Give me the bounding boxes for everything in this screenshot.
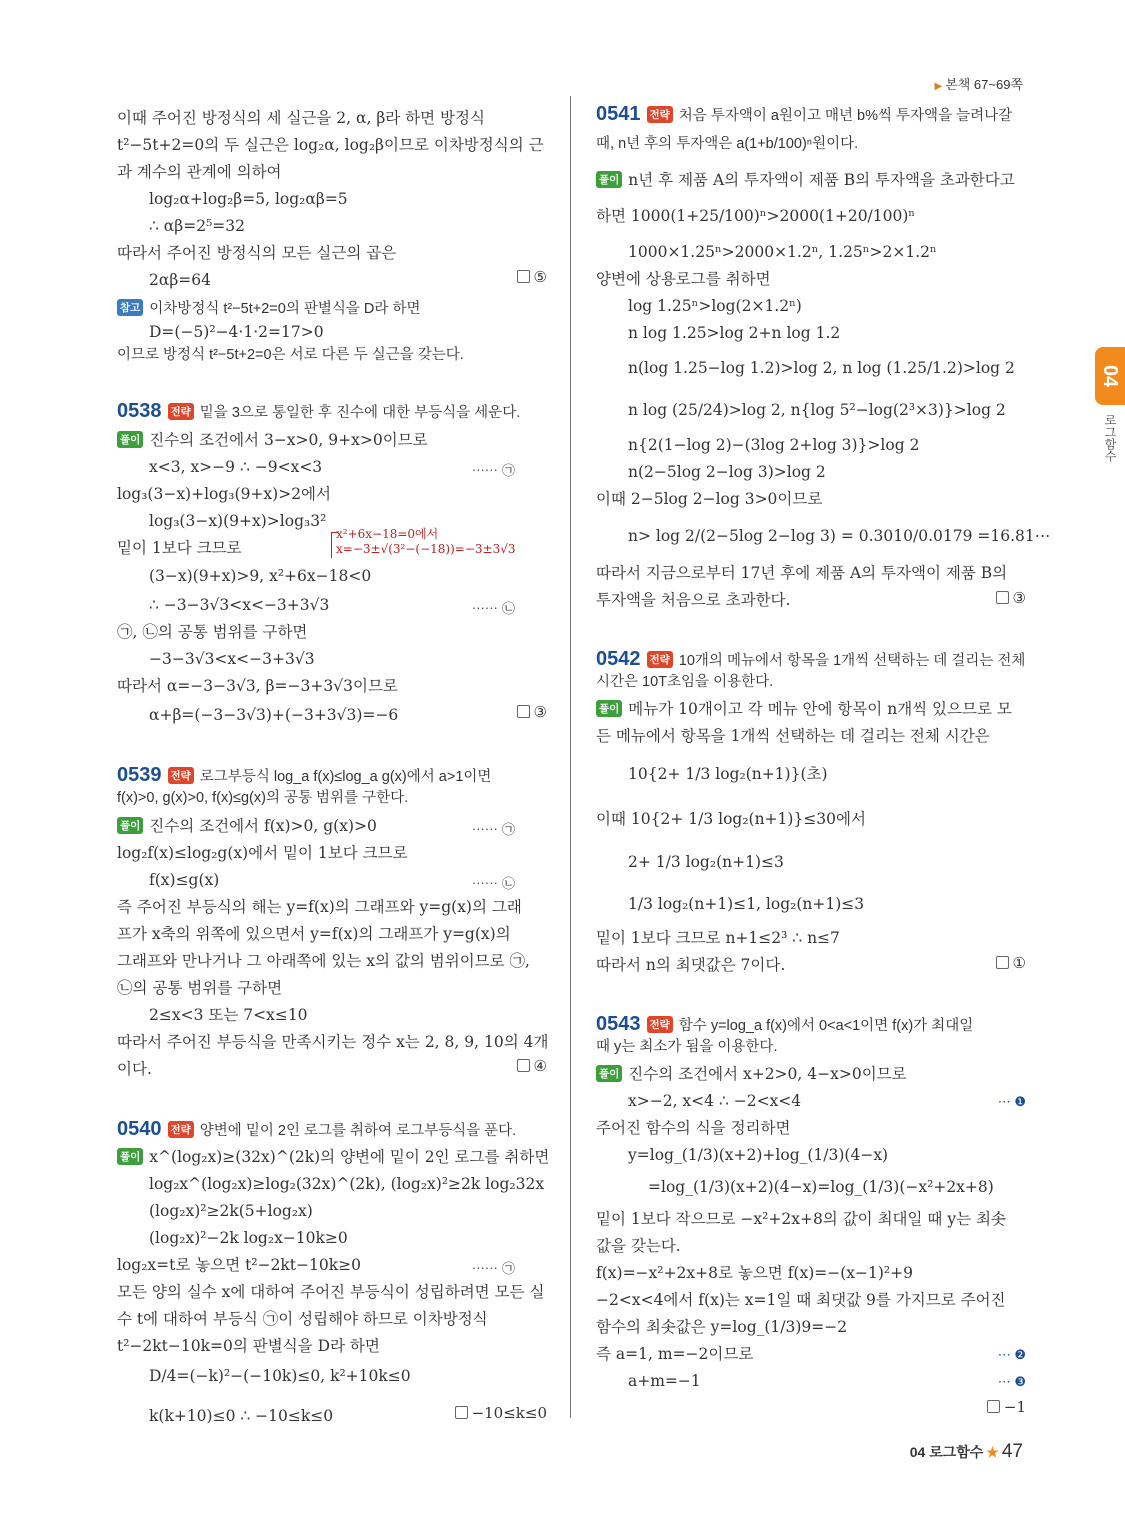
line-text: 즉 a=1, m=−2이므로 bbox=[596, 1345, 754, 1363]
answer-mark bbox=[517, 1057, 547, 1075]
text-line bbox=[117, 270, 211, 290]
line-text: 밑이 1보다 크므로 n+1≤2³ ∴ n≤7 bbox=[596, 929, 840, 947]
line-text: D/4=(−k)²−(−10k)≤0, k²+10k≤0 bbox=[149, 1367, 411, 1385]
line-text: 시간은 10T초임을 이용한다. bbox=[596, 674, 774, 690]
line-text: 따라서 n의 최댓값은 7이다. bbox=[596, 956, 786, 974]
text-line bbox=[117, 788, 408, 808]
text-line bbox=[117, 1059, 152, 1079]
line-text: t²−5t+2=0의 두 실근은 log₂α, log₂β이므로 이차방정식의 근 bbox=[117, 136, 544, 154]
text-line bbox=[596, 1236, 681, 1256]
equation-marker: ⋯⋯ ㉡ bbox=[471, 602, 515, 617]
line-text: ∴ αβ=2⁵=32 bbox=[149, 217, 245, 235]
chapter-tab[interactable]: 04 bbox=[1095, 347, 1125, 405]
text-line bbox=[117, 1174, 544, 1194]
text-line bbox=[596, 809, 866, 829]
text-line bbox=[596, 590, 790, 610]
text-line bbox=[596, 1344, 753, 1364]
line-text: 하면 1000(1+25/100)ⁿ>2000(1+20/100)ⁿ bbox=[596, 207, 916, 225]
line-text: log₂f(x)≤log₂g(x)에서 밑이 1보다 크므로 bbox=[117, 844, 408, 862]
text-line bbox=[596, 104, 1012, 126]
equation-marker: ⋯ ❷ bbox=[997, 1347, 1026, 1362]
line-text: −2<x<4에서 f(x)는 x=1일 때 최댓값 9를 가지므로 주어진 bbox=[596, 1291, 1006, 1309]
text-line bbox=[596, 134, 858, 154]
text-line bbox=[596, 1064, 907, 1084]
answer-box-icon bbox=[987, 1400, 1000, 1413]
equation-marker: ⋯ ❶ bbox=[997, 1094, 1026, 1109]
text-line bbox=[117, 1119, 516, 1141]
text-line bbox=[117, 676, 398, 696]
text-line bbox=[596, 699, 1012, 719]
line-text: x<3, x>−9 ∴ −9<x<3 bbox=[149, 458, 323, 476]
line-text: 투자액을 처음으로 초과한다. bbox=[596, 591, 791, 609]
star-icon: ★ bbox=[986, 1444, 999, 1460]
text-line bbox=[117, 401, 520, 423]
text-line bbox=[117, 1406, 333, 1426]
text-line bbox=[596, 955, 785, 975]
line-text: 10개의 메뉴에서 항목을 1개씩 선택하는 데 걸리는 전체 bbox=[678, 653, 1026, 669]
line-text: n(log 1.25−log 1.2)>log 2, n log (1.25/1.2)>log 2 bbox=[628, 359, 1015, 377]
text-line bbox=[117, 816, 377, 836]
column-divider bbox=[570, 96, 571, 1418]
text-line bbox=[596, 435, 919, 455]
text-line bbox=[596, 852, 784, 872]
line-text: 진수의 조건에서 3−x>0, 9+x>0이므로 bbox=[149, 431, 428, 449]
line-text: 이므로 방정식 t²−5t+2=0은 서로 다른 두 실근을 갖는다. bbox=[117, 347, 464, 363]
text-line bbox=[596, 269, 771, 289]
line-text: x>−2, x<4 ∴ −2<x<4 bbox=[628, 1092, 802, 1110]
line-text: n{2(1−log 2)−(3log 2+log 3)}>log 2 bbox=[628, 436, 920, 454]
text-line bbox=[596, 242, 937, 262]
text-line bbox=[117, 135, 544, 155]
label-badge: 전략 bbox=[168, 1121, 194, 1138]
text-line bbox=[596, 400, 1006, 420]
equation-marker: ⋯⋯ ㉡ bbox=[471, 877, 515, 892]
footer-chapter: 04 로그함수 bbox=[909, 1444, 984, 1460]
label-badge: 참고 bbox=[117, 299, 143, 316]
line-text: ∴ −3−3√3<x<−3+3√3 bbox=[149, 596, 330, 614]
line-text: 이다. bbox=[117, 1060, 152, 1078]
answer-text: ① bbox=[1012, 954, 1026, 972]
text-line bbox=[117, 1336, 380, 1356]
answer-text: ③ bbox=[1012, 589, 1026, 607]
line-text: log₂x=t로 놓으면 t²−2kt−10k≥0 bbox=[117, 1256, 361, 1274]
line-text: 2αβ=64 bbox=[149, 271, 211, 289]
line-text: log₃(3−x)+log₃(9+x)>2에서 bbox=[117, 485, 332, 503]
line-text: f(x)=−x²+2x+8로 놓으면 f(x)=−(x−1)²+9 bbox=[596, 1264, 913, 1282]
text-line bbox=[596, 206, 915, 226]
line-text: 2≤x<3 또는 7<x≤10 bbox=[149, 1006, 308, 1024]
line-text: log₃(3−x)(9+x)>log₃3² bbox=[149, 512, 327, 530]
text-line bbox=[117, 1309, 488, 1329]
answer-text: −10≤k≤0 bbox=[471, 1404, 547, 1422]
line-text: t²−2kt−10k=0의 판별식을 D라 하면 bbox=[117, 1337, 380, 1355]
line-text: 따라서 α=−3−3√3, β=−3+3√3이므로 bbox=[117, 677, 398, 695]
text-line bbox=[117, 870, 219, 890]
equation-marker: ⋯⋯ ㉠ bbox=[471, 464, 515, 479]
line-text: 이때 10{2+ 1/3 log₂(n+1)}≤30에서 bbox=[596, 810, 866, 828]
page-number: 47 bbox=[1001, 1441, 1023, 1462]
text-line bbox=[117, 566, 371, 586]
line-text: 함수의 최솟값은 y=log_(1/3)9=−2 bbox=[596, 1318, 848, 1336]
text-line bbox=[117, 457, 322, 477]
text-line bbox=[117, 538, 242, 558]
text-line bbox=[596, 649, 1025, 671]
text-line bbox=[117, 1005, 308, 1025]
line-text: 로그부등식 log_a f(x)≤log_a g(x)에서 a>1이면 bbox=[199, 769, 492, 785]
text-line bbox=[117, 897, 522, 917]
text-line bbox=[596, 928, 840, 948]
text-line bbox=[596, 1317, 847, 1337]
line-text: 과 계수의 관계에 의하여 bbox=[117, 163, 282, 181]
triangle-icon: ▶ bbox=[934, 81, 943, 92]
line-text: 따라서 주어진 부등식을 만족시키는 정수 x는 2, 8, 9, 10의 4개 bbox=[117, 1033, 549, 1051]
answer-box-icon bbox=[517, 270, 530, 283]
line-text: 처음 투자액이 a원이고 매년 b%씩 투자액을 늘려나갈 bbox=[678, 108, 1013, 124]
answer-box-icon bbox=[996, 591, 1009, 604]
line-text: =log_(1/3)(x+2)(4−x)=log_(1/3)(−x²+2x+8) bbox=[648, 1178, 994, 1196]
text-line bbox=[596, 1371, 701, 1391]
text-line bbox=[117, 978, 282, 998]
line-text: 모든 양의 실수 x에 대하여 주어진 부등식이 성립하려면 모든 실 bbox=[117, 1283, 545, 1301]
text-line bbox=[596, 1091, 801, 1111]
answer-mark bbox=[996, 589, 1026, 607]
line-text: 때 y는 최소가 됨을 이용한다. bbox=[596, 1039, 778, 1055]
answer-box-icon bbox=[996, 956, 1009, 969]
text-line bbox=[117, 345, 464, 365]
answer-mark bbox=[517, 268, 547, 286]
text-line bbox=[117, 1201, 313, 1221]
text-line bbox=[596, 526, 1050, 546]
label-badge: 풀이 bbox=[117, 817, 143, 834]
text-line bbox=[596, 170, 1015, 190]
line-text: f(x)>0, g(x)>0, f(x)≤g(x)의 공통 범위를 구한다. bbox=[117, 790, 409, 806]
text-line bbox=[117, 649, 315, 669]
answer-mark bbox=[996, 954, 1026, 972]
line-text: ㉡의 공통 범위를 구하면 bbox=[117, 979, 283, 997]
text-line bbox=[117, 1032, 548, 1052]
line-text: 밑이 1보다 작으므로 −x²+2x+8의 값이 최대일 때 y는 최솟 bbox=[596, 1210, 1006, 1228]
line-text: 진수의 조건에서 x+2>0, 4−x>0이므로 bbox=[628, 1065, 907, 1083]
line-text: 밑이 1보다 크므로 bbox=[117, 539, 242, 557]
line-text: log 1.25ⁿ>log(2×1.2ⁿ) bbox=[628, 297, 802, 315]
page-header-text: 본책 67~69쪽 bbox=[945, 77, 1023, 92]
line-text: 이때 2−5log 2−log 3>0이므로 bbox=[596, 490, 823, 508]
equation-marker: ⋯ ❸ bbox=[997, 1374, 1026, 1389]
label-badge: 전략 bbox=[647, 651, 673, 668]
answer-text: ④ bbox=[533, 1057, 547, 1075]
line-text: 따라서 주어진 방정식의 모든 실근의 곱은 bbox=[117, 244, 397, 262]
answer-text: ⑤ bbox=[533, 268, 547, 286]
text-line bbox=[596, 894, 864, 914]
answer-box-icon bbox=[517, 705, 530, 718]
line-text: x^(log₂x)≥(32x)^(2k)의 양변에 밑이 2인 로그를 취하면 bbox=[149, 1148, 550, 1166]
problem-number: 0542 bbox=[596, 648, 641, 670]
label-badge: 풀이 bbox=[596, 1065, 622, 1082]
problem-number: 0540 bbox=[117, 1118, 162, 1140]
answer-mark bbox=[455, 1404, 547, 1422]
label-badge: 풀이 bbox=[117, 431, 143, 448]
line-text: 따라서 지금으로부터 17년 후에 제품 A의 투자액이 제품 B의 bbox=[596, 564, 1008, 582]
text-line bbox=[596, 1209, 1006, 1229]
line-text: y=log_(1/3)(x+2)+log_(1/3)(4−x) bbox=[628, 1146, 889, 1164]
chapter-tab-label: 로그함수 bbox=[1103, 414, 1117, 462]
answer-mark bbox=[517, 703, 547, 721]
text-line bbox=[596, 1037, 777, 1057]
text-line bbox=[596, 764, 828, 784]
line-text: α+β=(−3−3√3)+(−3+3√3)=−6 bbox=[149, 706, 399, 724]
text-line bbox=[117, 430, 428, 450]
text-line bbox=[117, 484, 331, 504]
text-line bbox=[596, 1014, 973, 1036]
line-text: 때, n년 후의 투자액은 a(1+b/100)ⁿ원이다. bbox=[596, 136, 859, 152]
problem-number: 0543 bbox=[596, 1013, 641, 1035]
line-text: 값을 갖는다. bbox=[596, 1237, 681, 1255]
line-text: 2+ 1/3 log₂(n+1)≤3 bbox=[628, 853, 784, 871]
line-text: log₂α+log₂β=5, log₂αβ=5 bbox=[149, 190, 348, 208]
line-text: 이때 주어진 방정식의 세 실근을 2, α, β라 하면 방정식 bbox=[117, 109, 485, 127]
line-text: 이차방정식 t²−5t+2=0의 판별식을 D라 하면 bbox=[149, 301, 421, 317]
text-line bbox=[117, 189, 348, 209]
label-badge: 전략 bbox=[647, 106, 673, 123]
page-header bbox=[934, 74, 1023, 93]
text-line bbox=[596, 1177, 994, 1197]
text-line bbox=[596, 563, 1007, 583]
text-line bbox=[596, 358, 1015, 378]
label-badge: 전략 bbox=[647, 1016, 673, 1033]
text-line bbox=[596, 672, 773, 692]
line-text: n년 후 제품 A의 투자액이 제품 B의 투자액을 초과한다고 bbox=[628, 171, 1015, 189]
line-text: 1/3 log₂(n+1)≤1, log₂(n+1)≤3 bbox=[628, 895, 865, 913]
line-text: 진수의 조건에서 f(x)>0, g(x)>0 bbox=[149, 817, 377, 835]
text-line bbox=[596, 1290, 1006, 1310]
text-line bbox=[117, 108, 485, 128]
line-text: n log 1.25>log 2+n log 1.2 bbox=[628, 324, 841, 342]
text-line bbox=[117, 843, 408, 863]
line-text: 양변에 상용로그를 취하면 bbox=[596, 270, 771, 288]
text-line bbox=[596, 462, 826, 482]
text-line bbox=[596, 296, 802, 316]
text-line bbox=[117, 1255, 361, 1275]
side-note-line-1: x²+6x−18=0에서 bbox=[336, 527, 439, 541]
line-text: 함수 y=log_a f(x)에서 0<a<1이면 f(x)가 최대일 bbox=[678, 1018, 974, 1034]
text-line bbox=[117, 1366, 411, 1386]
line-text: 그래프와 만나거나 그 아래쪽에 있는 x의 값의 범위이므로 ㉠, bbox=[117, 952, 530, 970]
side-note-line-2: x=−3±√(3²−(−18))=−3±3√3 bbox=[336, 542, 516, 556]
text-line bbox=[117, 322, 324, 342]
text-line bbox=[596, 1145, 888, 1165]
text-line bbox=[117, 1282, 544, 1302]
text-line bbox=[596, 323, 840, 343]
text-line bbox=[117, 1228, 348, 1248]
text-line bbox=[596, 1118, 790, 1138]
label-badge: 풀이 bbox=[596, 171, 622, 188]
text-line bbox=[117, 216, 245, 236]
page-footer bbox=[910, 1441, 1023, 1463]
label-badge: 풀이 bbox=[117, 1148, 143, 1165]
line-text: 메뉴가 10개이고 각 메뉴 안에 항목이 n개씩 있으므로 모 bbox=[628, 700, 1012, 718]
text-line bbox=[117, 1147, 549, 1167]
text-line bbox=[117, 705, 398, 725]
answer-box-icon bbox=[517, 1059, 530, 1072]
line-text: n(2−5log 2−log 3)>log 2 bbox=[628, 463, 826, 481]
equation-marker: ⋯⋯ ㉠ bbox=[471, 1262, 515, 1277]
line-text: (3−x)(9+x)>9, x²+6x−18<0 bbox=[149, 567, 372, 585]
problem-number: 0539 bbox=[117, 764, 162, 786]
text-line bbox=[117, 511, 326, 531]
answer-box-icon bbox=[455, 1406, 468, 1419]
text-line bbox=[596, 1263, 913, 1283]
line-text: D=(−5)²−4·1·2=17>0 bbox=[149, 323, 324, 341]
line-text: log₂x^(log₂x)≥log₂(32x)^(2k), (log₂x)²≥2k log₂32x bbox=[149, 1175, 545, 1193]
line-text: 즉 주어진 부등식의 해는 y=f(x)의 그래프와 y=g(x)의 그래 bbox=[117, 898, 522, 916]
line-text: k(k+10)≤0 ∴ −10≤k≤0 bbox=[149, 1407, 334, 1425]
text-line bbox=[117, 951, 530, 971]
line-text: n log (25/24)>log 2, n{log 5²−log(2³×3)}>log 2 bbox=[628, 401, 1006, 419]
line-text: f(x)≤g(x) bbox=[149, 871, 220, 889]
answer-text: ③ bbox=[533, 703, 547, 721]
line-text: (log₂x)²−2k log₂x−10k≥0 bbox=[149, 1229, 348, 1247]
line-text: 밑을 3으로 통일한 후 진수에 대한 부등식을 세운다. bbox=[199, 405, 521, 421]
line-text: 프가 x축의 위쪽에 있으면서 y=f(x)의 그래프가 y=g(x)의 bbox=[117, 925, 511, 943]
line-text: ㉠, ㉡의 공통 범위를 구하면 bbox=[117, 623, 308, 641]
line-text: 든 메뉴에서 항목을 1개씩 선택하는 데 걸리는 전체 시간은 bbox=[596, 727, 990, 745]
text-line bbox=[117, 765, 491, 787]
line-text: 양변에 밑이 2인 로그를 취하여 로그부등식을 푼다. bbox=[199, 1123, 517, 1139]
line-text: 1000×1.25ⁿ>2000×1.2ⁿ, 1.25ⁿ>2×1.2ⁿ bbox=[628, 243, 937, 261]
line-text: 수 t에 대하여 부등식 ㉠이 성립해야 하므로 이차방정식 bbox=[117, 1310, 488, 1328]
problem-number: 0541 bbox=[596, 103, 641, 125]
equation-marker: ⋯⋯ ㉠ bbox=[471, 823, 515, 838]
label-badge: 풀이 bbox=[596, 700, 622, 717]
text-line bbox=[117, 622, 307, 642]
text-line bbox=[117, 162, 282, 182]
label-badge: 전략 bbox=[168, 403, 194, 420]
text-line bbox=[117, 243, 396, 263]
side-note bbox=[336, 527, 515, 557]
line-text: 10{2+ 1/3 log₂(n+1)}(초) bbox=[628, 765, 828, 783]
text-line bbox=[596, 489, 822, 509]
line-text: 주어진 함수의 식을 정리하면 bbox=[596, 1119, 791, 1137]
line-text: (log₂x)²≥2k(5+log₂x) bbox=[149, 1202, 313, 1220]
answer-mark bbox=[987, 1398, 1026, 1416]
line-text: a+m=−1 bbox=[628, 1372, 701, 1390]
text-line bbox=[117, 299, 420, 319]
problem-number: 0538 bbox=[117, 400, 162, 422]
text-line bbox=[596, 726, 990, 746]
line-text: n> log 2/(2−5log 2−log 3) = 0.3010/0.0179 =16.81⋯ bbox=[628, 527, 1051, 545]
answer-text: −1 bbox=[1003, 1398, 1026, 1416]
label-badge: 전략 bbox=[168, 767, 194, 784]
line-text: −3−3√3<x<−3+3√3 bbox=[149, 650, 315, 668]
text-line bbox=[117, 924, 511, 944]
text-line bbox=[117, 595, 329, 615]
